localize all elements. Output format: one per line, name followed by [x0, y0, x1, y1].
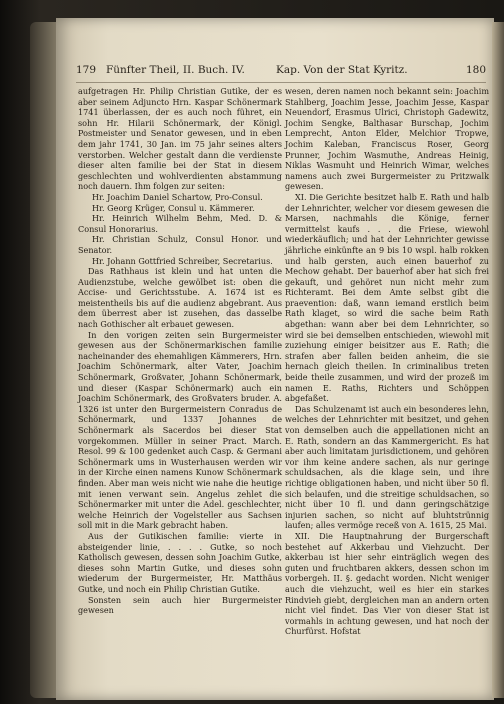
paragraph: Das Schulzenamt ist auch ein besonderes lehn, welches der Lehnrichter mit besitzet, und gehen von demselben auch die appellationen nicht an E. Rath, sondern an das Kammergericht. Es hat aber auch limitatam jurisdictionem, und gehören vor ihm keine andere sachen, als nur geringe schuldsachen, als die klage sein, und ihre richtige obligationen haben, und nicht über 50 fl. sich belaufen, und die streitige schuldsachen, so nicht über 10 fl. und dann geringschätzige injurien sachen, so nicht auf bluhtstrünnig laufen; alles vermöge receß von A. 1615, 25 Mai. [285, 403, 489, 531]
left-page-number: 179 [76, 64, 97, 76]
page-header [76, 64, 486, 82]
paragraph: In den vorigen zeiten sein Burgermeister gewesen aus der Schönermarkischen familie nacheinander des ehemahligen Kämmerers, Hrn. Joachim Schönermark, alter Vater, Joachim Schönermark, Großvater, Johann Schönermark, und dieser (Kaspar Schönermark) auch ein Joachim Schönermark, des Großvaters bruder. A. 1326 ist unter den Burgermeistern Conradus de Schönermark, und 1337 Johannes de Schönermark als Sacerdos bei dieser Stat vorgekommen. Müller in seiner Pract. March. Resol. 99 & 100 gedenket auch Casp. & Germani Schönermark ums in Wusterhausen werden wir in der Kirche einen namens Kunow Schönermark finden. Aber man weis nicht wie nahe die heutige mit ienen verwant sein. Angelus zehlet die Schönermarker mit unter die Adel. geschlechter, welche Heinrich der Vogelsteller aus Sachsen soll mit in die Mark gebracht haben. [78, 329, 282, 531]
paragraph: aufgetragen Hr. Philip Christian Gutike, der es aber seinem Adjuncto Hrn. Kaspar Schönermark 1741 überlassen, der es auch noch führet, ein sohn Hr. Hilarii Schönermark, der Königl. Postmeister und Senator gewesen, und in eben dem jahr 1741, 30 Jan. im 75 jahr seines alters verstorben. Welcher gestalt dann die verdienste dieser alten familie bei der Stat in diesem geschlechten und wohlverdienten abstammung noch dauern. Ihm folgen zur seiten: [78, 86, 282, 192]
paragraph: XI. Die Gerichte besitzet halb E. Rath und halb der Lehnrichter, welcher vor diesem gewesen die Marsen, nachmahls die Könige, ferner vermittelst kaufs . . . die Friese, wiewohl wiederkäuflich; und hat der Lehnrichter gewisse jährliche einkünfte an 9 bis 10 wspl. halb rokken und halb gersten, auch einen bauerhof zu Mechow gehabt. Der bauerhof aber hat sich frei gekauft, und gehöret nun nicht mehr zum Richteramt. Bei dem Amte selbst gibt die praevention: daß, wann iemand erstlich beim Rath klaget, so wird die sache beim Rath abgethan: wann aber bei dem Lehnrichter, so wird sie bei demselben entschieden, wiewohl mit zuziehung einiger beisitzer aus E. Rath; die strafen aber fallen beiden anheim, die sie hernach gleich theilen. In criminalibus treten beide theile zusammen, und wird der prozeß im namen E. Raths, Richters und Schöppen abgefaßet. [285, 191, 489, 404]
right-running-title: Kap. Von der Stat Kyritz. [276, 64, 408, 76]
paragraph: Hr. Joachim Daniel Schartow, Pro-Consul. [92, 191, 263, 202]
page-right-edge [492, 22, 504, 698]
left-text-column [78, 86, 282, 616]
paragraph: Hr. Heinrich Wilhelm Behm, Med. D. & Consul Honorarius. [78, 213, 282, 234]
paragraph: Hr. Johann Gottfried Schreiber, Secretarius. [92, 255, 273, 266]
paragraph: Sonsten sein auch hier Burgermeister gewesen [78, 594, 282, 616]
right-page-number: 180 [465, 64, 486, 76]
paragraph: Hr. Georg Krüger, Consul u. Kämmerer. [92, 202, 255, 213]
header-rule [76, 82, 486, 83]
left-running-title: Fünfter Theil, II. Buch. IV. [106, 64, 245, 76]
paragraph: XII. Die Hauptnahrung der Burgerschaft bestehet auf Akkerbau und Viehzucht. Der akkerbau ist hier sehr einträglich wegen des guten und fruchtbaren akkers, dessen schon im vorbergeh. II. §. gedacht worden. Nicht weniger auch die viehzucht, weil es hier ein starkes Rindvieh giebt, dergleichen man an andern orten nicht viel findet. Das Vier von dieser Stat ist vormahls in achtung gewesen, und hat noch der Churfürst. Hofstat [285, 530, 489, 637]
paragraph: Hr. Christian Schulz, Consul Honor. und Senator. [78, 234, 282, 255]
paragraph: wesen, deren namen noch bekannt sein: Joachim Stahlberg, Joachim Jesse, Joachim Jesse, Kaspar Neuendorf, Erasmus Ulrici, Christoph Gadewitz, Jochim Sengke, Balthasar Burschap, Jochim Lemprecht, Anton Elder, Melchior Tropwe, Jochim Kaleban, Franciscus Roser, Georg Prunner, Jochim Wasmuthe, Andreas Heinig, Niklas Wasmuht und Heinrich Wimar, welches namens auch zwei Burgermeister zu Pritzwalk gewesen. [285, 86, 489, 192]
paragraph: Aus der Gutikischen familie: vierte in absteigender linie, . . . . Gutke, so noch Katholisch gewesen, dessen sohn Joachim Gutke, dieses sohn Martin Gutke, und dieses sohn wiederum der Burgermeister, Hr. Matthäus Gutke, und noch ein Philip Christian Gutike. [78, 530, 282, 594]
right-text-column [285, 86, 489, 637]
paragraph: Das Rathhaus ist klein und hat unten die Audienzstube, welche gewölbet ist: oben die Accise- und Gerichtsstube. A. 1674 ist es meistentheils bis auf die audienz abgebrant. Aus dem überrest aber ist zusehen, das dasselbe nach Gothischer alt erbauet gewesen. [78, 266, 282, 330]
